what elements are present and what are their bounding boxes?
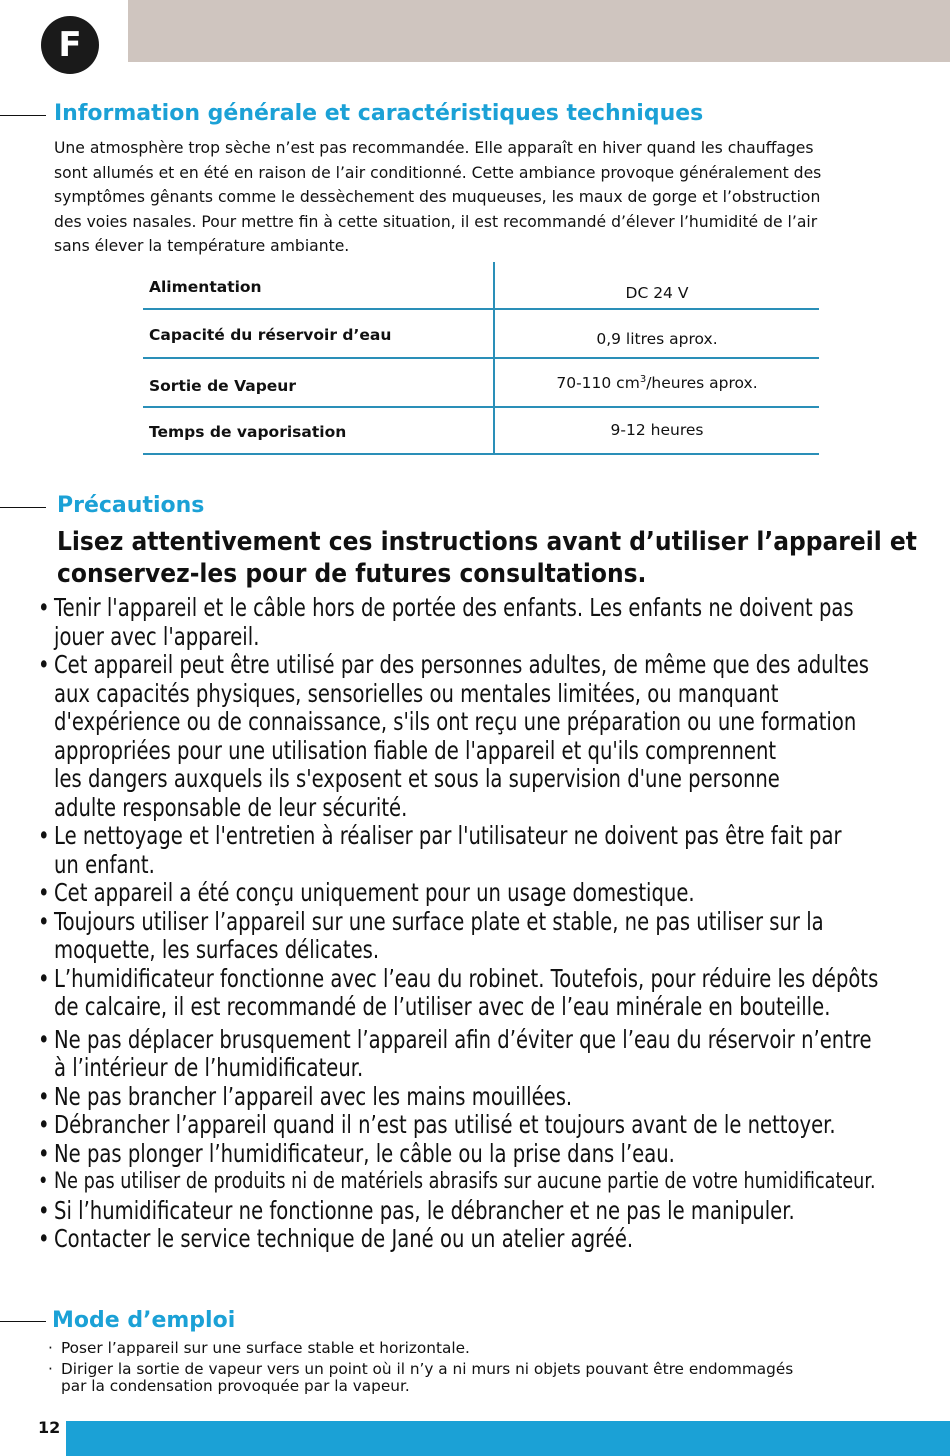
list-item — [38, 908, 838, 965]
spec-row-divider — [143, 308, 819, 310]
list-item-text: Cet appareil peut être utilisé par des personnes adultes, de même que des adultes — [54, 650, 869, 679]
bullet: • — [38, 878, 50, 907]
intro-line: Une atmosphère trop sèche n’est pas recommandée. Elle apparaît en hiver quand les chauffages — [54, 139, 814, 157]
list-item — [38, 593, 854, 651]
language-badge: F — [41, 16, 99, 74]
list-item-text: moquette, les surfaces délicates. — [54, 935, 380, 964]
header-band — [128, 0, 950, 62]
spec-label-duration: Temps de vaporisation — [149, 423, 347, 441]
section-title-usage: Mode d’emploi — [52, 1308, 236, 1333]
list-item — [38, 1197, 838, 1226]
intro-line: sans élever la température ambiante. — [54, 237, 350, 255]
spec-table — [143, 262, 819, 455]
list-item — [38, 650, 869, 822]
list-item-text: par la condensation provoquée par la vapeur. — [61, 1377, 410, 1395]
bullet: • — [38, 1138, 50, 1168]
spec-value-steam-exponent: 3 — [639, 373, 647, 385]
list-item-text: à l’intérieur de l’humidificateur. — [54, 1053, 364, 1082]
list-item — [38, 1140, 838, 1169]
list-item — [38, 1111, 838, 1140]
list-item-text: Cet appareil a été conçu uniquement pour un usage domestique. — [54, 878, 695, 907]
precautions-list — [38, 594, 950, 1254]
warning-line: conservez-les pour de futures consultations. — [57, 559, 647, 589]
intro-line: symptômes gênants comme le dessèchement des muqueuses, les maux de gorge et l’obstruction — [54, 188, 821, 206]
spec-value-steam — [495, 374, 819, 392]
bullet: • — [38, 963, 50, 993]
list-item-text: Ne pas utiliser de produits ni de matériels abrasifs sur aucune partie de votre humidificateur. — [54, 1169, 876, 1194]
spec-value-power: DC 24 V — [625, 284, 689, 302]
spec-value-steam-main: 70-110 cm — [556, 374, 640, 392]
section-rule — [0, 507, 46, 508]
list-item-text: Tenir l'appareil et le câble hors de portée des enfants. Les enfants ne doivent pas — [54, 593, 854, 622]
bullet: · — [48, 1360, 53, 1378]
list-item — [48, 1361, 908, 1395]
warning-line: Lisez attentivement ces instructions avant d’utiliser l’appareil et — [57, 527, 917, 557]
section-title-precautions: Précautions — [57, 493, 205, 518]
list-item-text: Débrancher l’appareil quand il n’est pas utilisé et toujours avant de le nettoyer. — [54, 1110, 836, 1139]
list-item — [38, 879, 838, 908]
bullet: • — [38, 1081, 50, 1111]
spec-label-power: Alimentation — [149, 278, 262, 296]
list-item-text: Si l’humidificateur ne fonctionne pas, le débrancher et ne pas le manipuler. — [54, 1195, 795, 1225]
bullet: • — [38, 1195, 50, 1225]
usage-list — [48, 1340, 908, 1395]
spec-label-steam: Sortie de Vapeur — [149, 377, 296, 395]
list-item-text: Contacter le service technique de Jané ou un atelier agréé. — [54, 1224, 634, 1253]
section-title-general: Information générale et caractéristiques techniques — [54, 101, 704, 126]
list-item-text: Ne pas brancher l’appareil avec les mains mouillées. — [54, 1081, 573, 1111]
spec-value-duration: 9-12 heures — [610, 421, 704, 439]
list-item-text: de calcaire, il est recommandé de l’utiliser avec de l’eau minérale en bouteille. — [54, 992, 831, 1021]
list-item-text: Ne pas plonger l’humidificateur, le câble ou la prise dans l’eau. — [54, 1138, 675, 1168]
list-item-text: d'expérience ou de connaissance, s'ils ont reçu une préparation ou une formation — [54, 707, 857, 736]
spec-value-steam-unit: /heures aprox. — [646, 374, 758, 392]
list-item — [38, 963, 879, 1022]
intro-paragraph — [54, 136, 904, 259]
list-item — [38, 1225, 838, 1254]
list-item-text: un enfant. — [54, 849, 155, 879]
bullet: · — [48, 1339, 53, 1357]
spec-row-divider — [143, 406, 819, 408]
list-item — [38, 1024, 872, 1083]
bullet: • — [38, 906, 50, 936]
list-item-text: aux capacités physiques, sensorielles ou mentales limitées, ou manquant — [54, 678, 779, 708]
bullet: • — [38, 1169, 49, 1194]
list-item-text: les dangers auxquels ils s'exposent et sous la supervision d'une personne — [54, 764, 780, 793]
list-item — [48, 1340, 908, 1357]
footer-band — [66, 1421, 950, 1456]
page-number: 12 — [38, 1418, 61, 1437]
bullet: • — [38, 821, 50, 850]
list-item-text: Le nettoyage et l'entretien à réaliser par l'utilisateur ne doivent pas être fait par — [54, 821, 842, 850]
bullet: • — [38, 1110, 50, 1139]
bullet: • — [38, 593, 50, 622]
spec-value-tank: 0,9 litres aprox. — [596, 330, 718, 348]
list-item — [38, 821, 842, 879]
precautions-warning — [57, 526, 917, 590]
list-item-text: Poser l’appareil sur une surface stable et horizontale. — [61, 1339, 470, 1357]
intro-line: sont allumés et en été en raison de l’air conditionné. Cette ambiance provoque généralement des — [54, 163, 822, 182]
bullet: • — [38, 1224, 50, 1253]
section-rule — [0, 1321, 46, 1322]
list-item-text: Diriger la sortie de vapeur vers un point où il n’y a ni murs ni objets pouvant être endommagés — [61, 1360, 794, 1378]
list-item — [38, 1083, 838, 1112]
intro-line: des voies nasales. Pour mettre fin à cette situation, il est recommandé d’élever l’humidité de l’air — [54, 212, 818, 231]
list-item — [38, 1168, 876, 1197]
list-item-text: appropriées pour une utilisation fiable de l'appareil et qu'ils comprennent — [54, 735, 777, 765]
list-item-text: L’humidificateur fonctionne avec l’eau du robinet. Toutefois, pour réduire les dépôts — [54, 963, 879, 993]
bullet: • — [38, 650, 50, 679]
section-rule — [0, 115, 46, 116]
list-item-text: adulte responsable de leur sécurité. — [54, 792, 408, 822]
list-item-text: Toujours utiliser l’appareil sur une surface plate et stable, ne pas utiliser sur la — [54, 906, 824, 936]
bullet: • — [38, 1024, 50, 1054]
list-item-text: jouer avec l'appareil. — [54, 621, 260, 651]
spec-row-divider — [143, 453, 819, 455]
spec-row-divider — [143, 357, 819, 359]
list-item-text: Ne pas déplacer brusquement l’appareil afin d’éviter que l’eau du réservoir n’entre — [54, 1024, 872, 1054]
spec-label-tank: Capacité du réservoir d’eau — [149, 326, 392, 344]
